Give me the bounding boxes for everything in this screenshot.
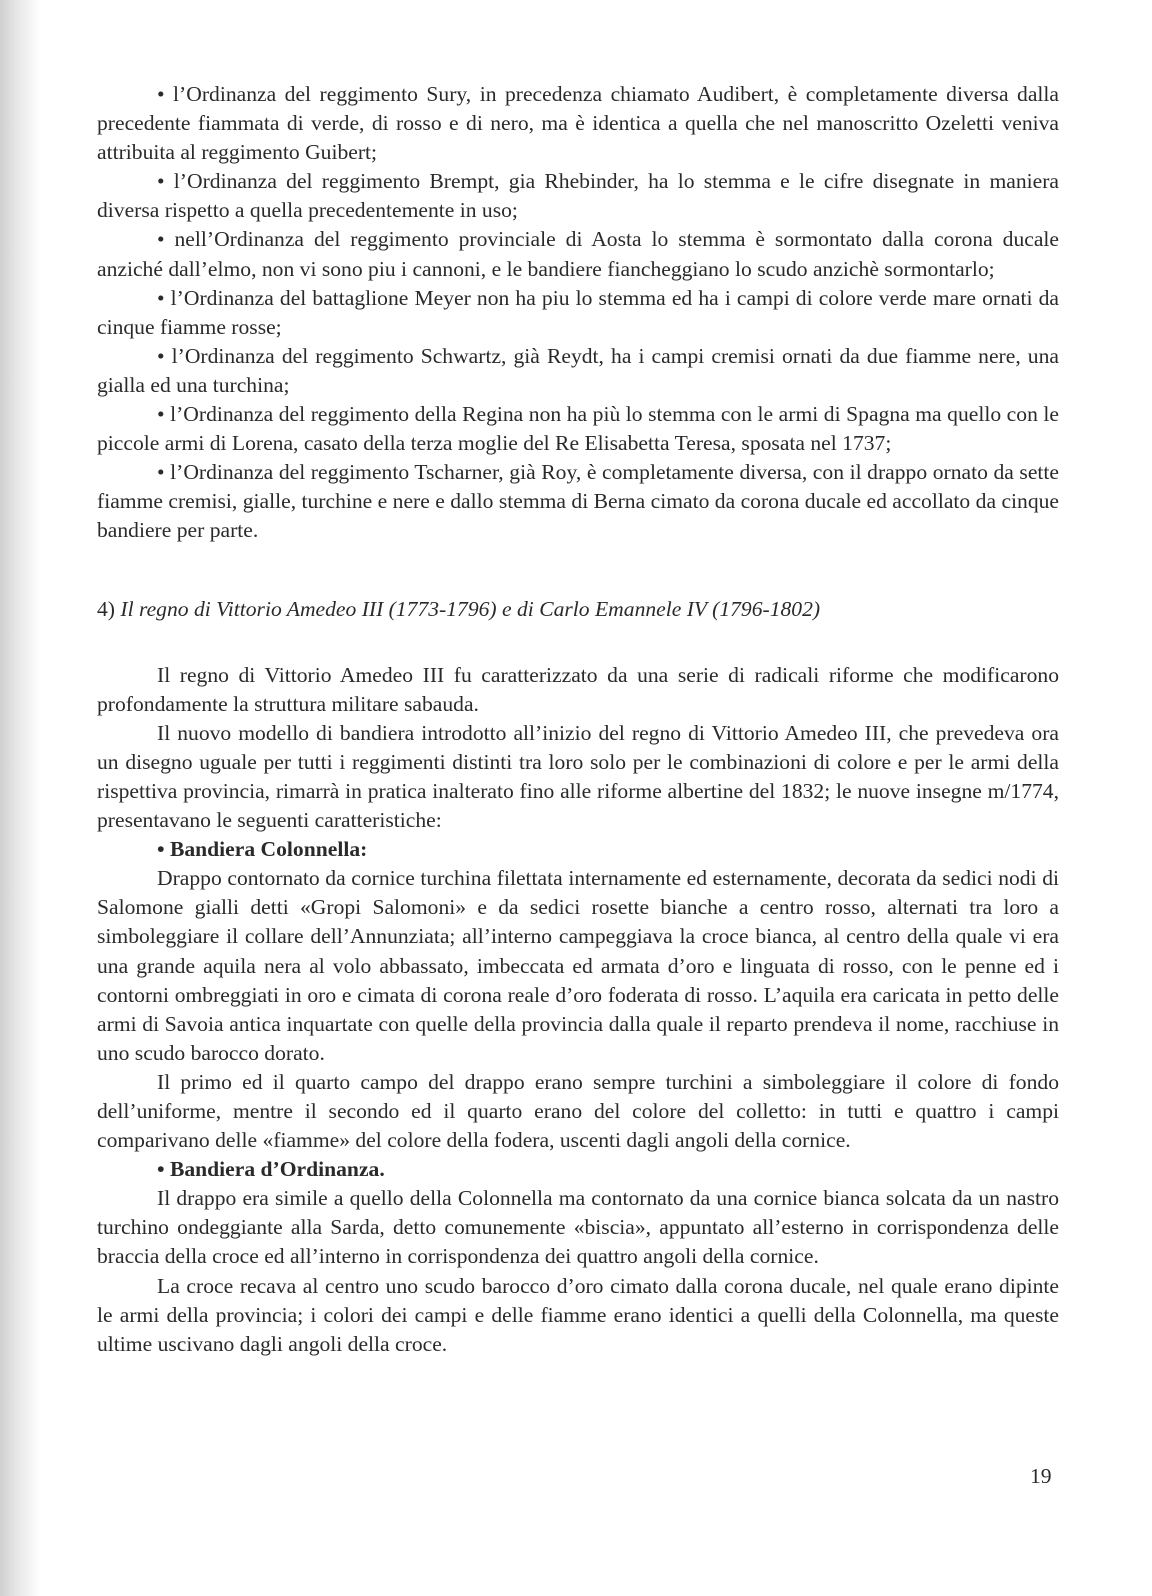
section-title: Il regno di Vittorio Amedeo III (1773-1796) e di Carlo Emannele IV (1796-1802) — [120, 596, 821, 621]
page-number: 19 — [1030, 1464, 1052, 1488]
page-binding-shadow — [0, 0, 40, 1596]
bullet-paragraph: • l’Ordinanza del reggimento Sury, in precedenza chiamato Audibert, è completamente diversa dalla precedente fiammata di verde, di rosso e di nero, ma è identica a quella che nel manoscritto Ozeletti veniva attribuita al reggimento Guibert; — [97, 82, 1059, 165]
subheading-colonnella: • Bandiera Colonnella: — [157, 837, 368, 862]
bullet-paragraph: • l’Ordinanza del battaglione Meyer non ha piu lo stemma ed ha i campi di colore verde mare ornati da cinque fiamme rosse; — [97, 285, 1059, 339]
body-paragraph: Drappo contornato da cornice turchina filettata internamente ed esternamente, decorata da sedici nodi di Salomone gialli detti «Gropi Salomoni» e da sedici rosette bianche a centro rosso, alternati tra loro a simboleggiare il collare dell’Annunziata; all’interno campeggiava la croce bianca, al centro della quale vi era una grande aquila nera al volo abbassato, imbeccata ed armata d’oro e linguata di rosso, con le penne ed i contorni ombreggiati in oro e cimata di corona reale d’oro foderata di rosso. L’aquila era caricata in petto delle armi di Savoia antica inquartate con quelle della provincia dalla quale il reparto prendeva il nome, racchiuse in uno scudo barocco dorato. — [97, 866, 1059, 1065]
body-paragraph: La croce recava al centro uno scudo barocco d’oro cimato dalla corona ducale, nel quale erano dipinte le armi della provincia; i colori dei campi e delle fiamme erano identici a quelli della Colonnella, ma queste ultime uscivano dagli angoli della croce. — [97, 1273, 1059, 1356]
subheading-ordinanza: • Bandiera d’Ordinanza. — [157, 1157, 385, 1182]
bullet-paragraph: • l’Ordinanza del reggimento della Regina non ha più lo stemma con le armi di Spagna ma quello con le piccole armi di Lorena, casato della terza moglie del Re Elisabetta Teresa, sposata nel 1737; — [97, 402, 1059, 456]
bullet-paragraph: • l’Ordinanza del reggimento Brempt, gia Rhebinder, ha lo stemma e le cifre disegnate in maniera diversa rispetto a quella precedentemente in uso; — [97, 169, 1059, 223]
body-paragraph: Il drappo era simile a quello della Colonnella ma contornato da una cornice bianca solcata da un nastro turchino ondeggiante alla Sarda, detto comunemente «biscia», appuntato all’esterno in corrispondenza delle braccia della croce ed all’interno in corrispondenza dei quattro angoli della cornice. — [97, 1186, 1059, 1269]
bullet-paragraph: • l’Ordinanza del reggimento Tscharner, già Roy, è completamente diversa, con il drappo ornato da sette fiamme cremisi, gialle, turchine e nere e dallo stemma di Berna cimato da corona ducale ed accollato da cinque bandiere per parte. — [97, 460, 1059, 543]
bullet-paragraph: • nell’Ordinanza del reggimento provinciale di Aosta lo stemma è sormontato dalla corona ducale anziché dall’elmo, non vi sono piu i cannoni, e le bandiere fiancheggiano lo scudo anzichè sormontarlo; — [97, 227, 1059, 281]
section-heading — [97, 595, 1059, 624]
body-paragraph: Il nuovo modello di bandiera introdotto all’inizio del regno di Vittorio Amedeo III, che prevedeva ora un disegno uguale per tutti i reggimenti distinti tra loro solo per le combinazioni di colore e per le armi della rispettiva provincia, rimarrà in pratica inalterato fino alle riforme albertine del 1832; le nuove insegne m/1774, presentavano le seguenti caratteristiche: — [97, 720, 1059, 833]
body-paragraph: Il primo ed il quarto campo del drappo erano sempre turchini a simboleggiare il colore di fondo dell’uniforme, mentre il secondo ed il quarto erano del colore del colletto: in tutti e quattro i campi comparivano delle «fiamme» del colore della fodera, uscenti dagli angoli della cornice. — [97, 1069, 1059, 1153]
body-paragraph: Il regno di Vittorio Amedeo III fu caratterizzato da una serie di radicali riforme che modificarono profondamente la struttura militare sabauda. — [97, 662, 1059, 716]
section-number: 4) — [97, 596, 115, 621]
page-body — [97, 80, 1059, 1359]
bullet-paragraph: • l’Ordinanza del reggimento Schwartz, già Reydt, ha i campi cremisi ornati da due fiamme nere, una gialla ed una turchina; — [97, 343, 1059, 397]
